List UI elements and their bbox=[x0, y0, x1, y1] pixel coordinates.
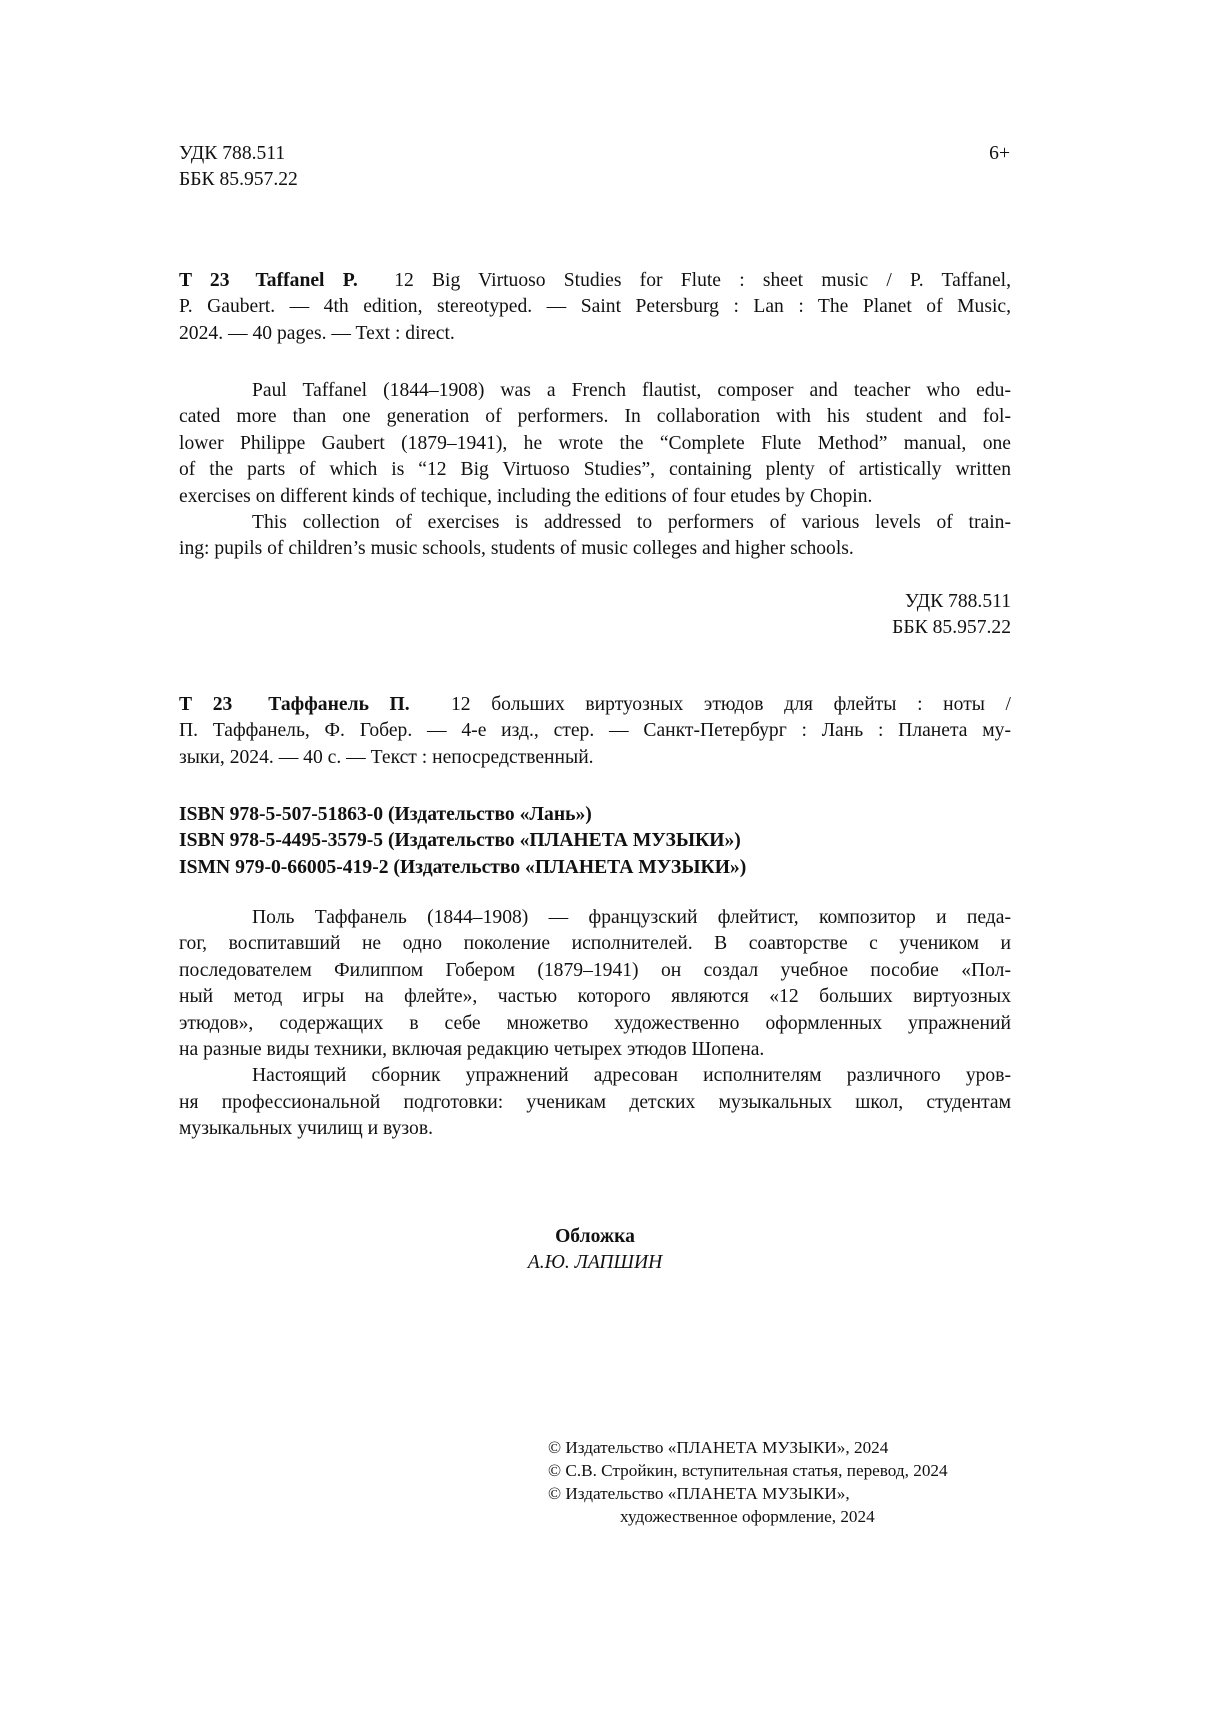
russian-entry-line bbox=[179, 692, 1011, 718]
abstract-line: lower Philippe Gaubert (1879–1941), he wrote the “Complete Flute Method” manual, one bbox=[179, 432, 1011, 454]
isbn-lan: ISBN 978-5-507-51863-0 (Издательство «Лань») bbox=[179, 804, 592, 825]
russian-code: Т 23 bbox=[179, 694, 233, 715]
abstract-line: Настоящий сборник упражнений адресован исполнителям различного уров- bbox=[252, 1065, 1011, 1087]
english-entry-line bbox=[179, 268, 1011, 294]
english-entry bbox=[179, 268, 1011, 348]
header-udk: УДК 788.511 bbox=[179, 143, 286, 164]
english-entry-line: P. Gaubert. — 4th edition, stereotyped. — Saint Petersburg : Lan : The Planet of Music, bbox=[179, 296, 1011, 318]
russian-author: Таффанель П. bbox=[268, 694, 410, 715]
english-author: Taffanel P. bbox=[255, 270, 358, 291]
abstract-line: гог, воспитавший не одно поколение исполнителей. В соавторстве с учеником и bbox=[179, 933, 1011, 955]
cover-designer: А.Ю. ЛАПШИН bbox=[527, 1252, 663, 1273]
copyright-line: художественное оформление, 2024 bbox=[620, 1507, 875, 1526]
russian-entry bbox=[179, 692, 1011, 772]
english-code: T 23 bbox=[179, 270, 230, 291]
russian-title: 12 больших виртуозных этюдов для флейты : ноты / bbox=[450, 694, 1012, 715]
isbn-planeta: ISBN 978-5-4495-3579-5 (Издательство «ПЛАНЕТА МУЗЫКИ») bbox=[179, 830, 741, 852]
abstract-line: Поль Таффанель (1844–1908) — французский флейтист, композитор и педа- bbox=[252, 907, 1011, 928]
identifiers bbox=[179, 802, 1011, 882]
age-rating: 6+ bbox=[989, 143, 1010, 164]
abstract-line: этюдов», содержащих в себе множетво художественно оформленных упражнений bbox=[179, 1012, 1011, 1034]
abstract-line: cated more than one generation of performers. In collaboration with his student and fol- bbox=[179, 406, 1011, 428]
abstract-line: на разные виды техники, включая редакцию четырех этюдов Шопена. bbox=[179, 1039, 765, 1060]
english-title: 12 Big Virtuoso Studies for Flute : sheet music / P. Taffanel, bbox=[394, 270, 1012, 291]
english-abstract bbox=[179, 378, 1011, 568]
russian-entry-line: зыки, 2024. — 40 с. — Текст : непосредственный. bbox=[179, 746, 594, 768]
ismn-planeta: ISMN 979-0-66005-419-2 (Издательство «ПЛАНЕТА МУЗЫКИ») bbox=[179, 856, 747, 878]
abstract-line: ing: pupils of children’s music schools, students of music colleges and higher schools. bbox=[179, 538, 854, 560]
header-bbk: ББК 85.957.22 bbox=[179, 169, 298, 190]
right-bbk: ББК 85.957.22 bbox=[892, 617, 1011, 638]
copyright-line: © Издательство «ПЛАНЕТА МУЗЫКИ», 2024 bbox=[548, 1438, 889, 1457]
copyright-line: © С.В. Стройкин, вступительная статья, перевод, 2024 bbox=[548, 1461, 948, 1480]
abstract-line: последователем Филиппом Гобером (1879–1941) он создал учебное пособие «Пол- bbox=[179, 959, 1011, 981]
abstract-line: exercises on different kinds of techique, including the editions of four etudes by Chopin. bbox=[179, 485, 873, 507]
cover-heading: Обложка bbox=[555, 1226, 635, 1247]
abstract-line: музыкальных училищ и вузов. bbox=[179, 1118, 433, 1140]
abstract-line: of the parts of which is “12 Big Virtuoso Studies”, containing plenty of artistically written bbox=[179, 459, 1011, 481]
abstract-line: This collection of exercises is addressed to performers of various levels of train- bbox=[252, 512, 1011, 533]
abstract-line: ня профессиональной подготовки: ученикам детских музыкальных школ, студентам bbox=[179, 1091, 1011, 1113]
copyright-block bbox=[548, 1436, 1011, 1546]
right-udk: УДК 788.511 bbox=[904, 591, 1011, 612]
russian-entry-line: П. Таффанель, Ф. Гобер. — 4-е изд., стер. — Санкт-Петербург : Лань : Планета му- bbox=[179, 720, 1011, 742]
abstract-line: Paul Taffanel (1844–1908) was a French flautist, composer and teacher who edu- bbox=[252, 380, 1011, 401]
english-entry-line: 2024. — 40 pages. — Text : direct. bbox=[179, 322, 455, 344]
russian-abstract bbox=[179, 905, 1011, 1145]
copyright-line: © Издательство «ПЛАНЕТА МУЗЫКИ», bbox=[548, 1484, 850, 1503]
abstract-line: ный метод игры на флейте», частью которого являются «12 больших виртуозных bbox=[179, 986, 1011, 1008]
